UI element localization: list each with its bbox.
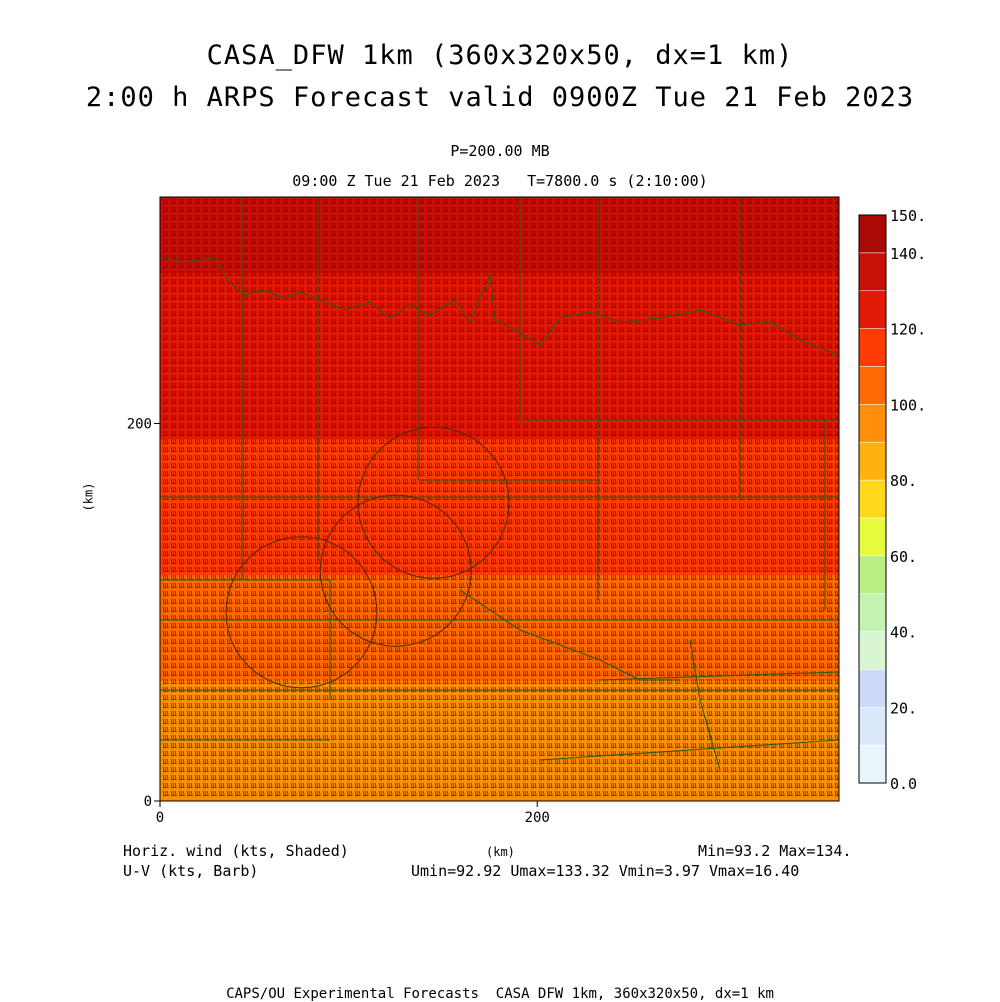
y-tick-label: 200: [126, 416, 152, 433]
colorbar-bin: [859, 707, 886, 745]
colorbar-bin: [859, 556, 886, 594]
colorbar-bin: [859, 404, 886, 442]
colorbar-bin: [859, 253, 886, 291]
colorbar-bin: [859, 632, 886, 670]
colorbar-tick-label: 120.: [890, 320, 927, 339]
chart-title-line-1: CASA_DFW 1km (360x320x50, dx=1 km): [206, 40, 794, 71]
colorbar-bin: [859, 594, 886, 632]
x-axis-unit: (km): [486, 845, 515, 859]
colorbar-tick-label: 40.: [890, 623, 918, 642]
barb-legend: U-V (kts, Barb): [123, 862, 259, 880]
colorbar-bin: [859, 745, 886, 783]
colorbar-tick-label: 60.: [890, 547, 918, 566]
colorbar-tick-label: 80.: [890, 472, 918, 491]
footer-credit: CAPS/OU Experimental Forecasts CASA DFW 1km, 360x320x50, dx=1 km: [226, 986, 774, 1002]
y-axis-unit: (km): [81, 482, 96, 512]
colorbar-bin: [859, 669, 886, 707]
x-tick-label: 200: [524, 810, 550, 826]
colorbar-bin: [859, 329, 886, 367]
colorbar-tick-label: 140.: [890, 244, 927, 263]
uv-stats-label: Umin=92.92 Umax=133.32 Vmin=3.97 Vmax=16.40: [411, 862, 800, 880]
pressure-level-label: P=200.00 MB: [450, 142, 550, 160]
colorbar-tick-label: 150.: [890, 207, 927, 225]
colorbar-tick-label: 0.0: [890, 775, 918, 793]
colorbar-bin: [859, 215, 886, 253]
valid-time-label: 09:00 Z Tue 21 Feb 2023 T=7800.0 s (2:10:00): [292, 172, 708, 190]
colorbar-bin: [859, 442, 886, 480]
y-tick-label: 0: [143, 794, 152, 810]
colorbar-bin: [859, 518, 886, 556]
min-max-label: Min=93.2 Max=134.: [698, 842, 852, 860]
shaded-legend: Horiz. wind (kts, Shaded): [123, 842, 349, 860]
colorbar-bin: [859, 366, 886, 404]
colorbar-tick-label: 100.: [890, 396, 927, 415]
x-tick-label: 0: [155, 810, 165, 826]
colorbar-bin: [859, 291, 886, 329]
colorbar-tick-label: 20.: [890, 699, 918, 718]
colorbar: [859, 207, 926, 793]
colorbar-bin: [859, 480, 886, 518]
chart-title-line-2: 2:00 h ARPS Forecast valid 0900Z Tue 21 Feb 2023: [85, 82, 915, 113]
